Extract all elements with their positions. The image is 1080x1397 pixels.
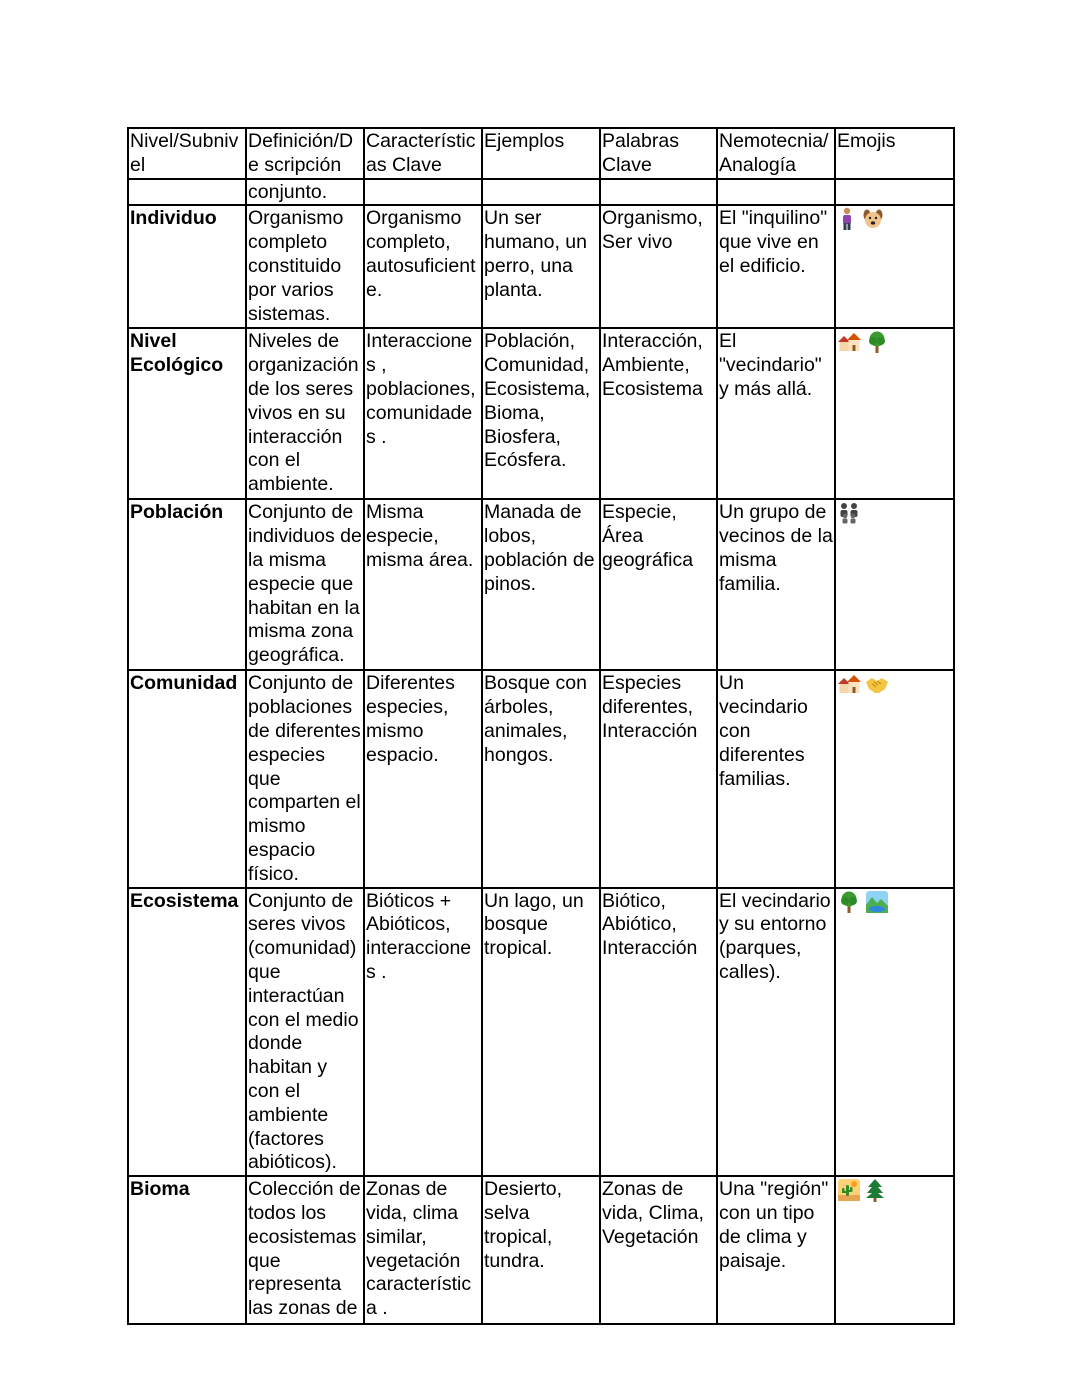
empty-cell (600, 179, 717, 206)
emojis-cell (835, 670, 954, 887)
emojis-cell (835, 499, 954, 670)
mnemonic-cell: Una "región" con un tipo de clima y paisaje. (717, 1176, 835, 1324)
table-header-row (128, 128, 954, 179)
table-row (128, 205, 954, 328)
header-cell: Nemotecnia/ Analogía (717, 128, 835, 179)
definition-cell: Conjunto de seres vivos (comunidad) que interactúan con el medio donde habitan y con el ambiente (factores abióticos). (246, 888, 364, 1177)
continuation-cell: conjunto. (246, 179, 364, 206)
keywords-cell: Biótico, Abiótico, Interacción (600, 888, 717, 1177)
level-cell: Bioma (128, 1176, 246, 1324)
family-icon (837, 501, 861, 532)
level-cell: Nivel Ecológico (128, 328, 246, 499)
table-row (128, 499, 954, 670)
continuation-row (128, 179, 954, 206)
lake-icon (865, 890, 889, 921)
emojis-cell (835, 328, 954, 499)
desert-icon (837, 1178, 861, 1209)
keywords-cell: Organismo, Ser vivo (600, 205, 717, 328)
emojis-cell (835, 888, 954, 1177)
header-cell: Característic as Clave (364, 128, 482, 179)
tree-icon (837, 890, 861, 921)
mnemonic-cell: El vecindario y su entorno (parques, calles). (717, 888, 835, 1177)
empty-cell (835, 179, 954, 206)
header-cell: Definición/De scripción (246, 128, 364, 179)
keywords-cell: Especies diferentes, Interacción (600, 670, 717, 887)
mnemonic-cell: El "vecindario" y más allá. (717, 328, 835, 499)
level-cell: Ecosistema (128, 888, 246, 1177)
examples-cell: Manada de lobos, población de pinos. (482, 499, 600, 670)
examples-cell: Población, Comunidad, Ecosistema, Bioma, Biosfera, Ecósfera. (482, 328, 600, 499)
header-cell: Nivel/Subniv el (128, 128, 246, 179)
examples-cell: Desierto, selva tropical, tundra. (482, 1176, 600, 1324)
level-cell: Población (128, 499, 246, 670)
houses-icon (837, 672, 861, 703)
keywords-cell: Zonas de vida, Clima, Vegetación (600, 1176, 717, 1324)
definition-cell: Colección de todos los ecosistemas que representa las zonas de (246, 1176, 364, 1324)
characteristics-cell: Zonas de vida, clima similar, vegetación característica . (364, 1176, 482, 1324)
header-cell: Emojis (835, 128, 954, 179)
definition-cell: Niveles de organización de los seres vivos en su interacción con el ambiente. (246, 328, 364, 499)
emojis-cell (835, 205, 954, 328)
dog-icon (861, 207, 885, 238)
empty-cell (364, 179, 482, 206)
table-row (128, 328, 954, 499)
emojis-cell (835, 1176, 954, 1324)
pine-tree-icon (865, 1178, 885, 1209)
table-row (128, 1176, 954, 1324)
level-cell: Comunidad (128, 670, 246, 887)
examples-cell: Bosque con árboles, animales, hongos. (482, 670, 600, 887)
person-icon (837, 207, 857, 238)
definition-cell: Conjunto de poblaciones de diferentes especies que comparten el mismo espacio físico. (246, 670, 364, 887)
characteristics-cell: Bióticos + Abióticos, interacciones . (364, 888, 482, 1177)
empty-cell (482, 179, 600, 206)
level-cell: Individuo (128, 205, 246, 328)
characteristics-cell: Misma especie, misma área. (364, 499, 482, 670)
mnemonic-cell: El "inquilino" que vive en el edificio. (717, 205, 835, 328)
houses-icon (837, 330, 861, 361)
table-row (128, 670, 954, 887)
characteristics-cell: Interacciones , poblaciones, comunidades . (364, 328, 482, 499)
levels-table (127, 127, 955, 1325)
keywords-cell: Interacción, Ambiente, Ecosistema (600, 328, 717, 499)
empty-cell (128, 179, 246, 206)
header-cell: Palabras Clave (600, 128, 717, 179)
characteristics-cell: Organismo completo, autosuficient e. (364, 205, 482, 328)
mnemonic-cell: Un vecindario con diferentes familias. (717, 670, 835, 887)
examples-cell: Un lago, un bosque tropical. (482, 888, 600, 1177)
handshake-icon (865, 672, 889, 703)
keywords-cell: Especie, Área geográfica (600, 499, 717, 670)
definition-cell: Organismo completo constituido por varios sistemas. (246, 205, 364, 328)
definition-cell: Conjunto de individuos de la misma especie que habitan en la misma zona geográfica. (246, 499, 364, 670)
table-row (128, 888, 954, 1177)
empty-cell (717, 179, 835, 206)
characteristics-cell: Diferentes especies, mismo espacio. (364, 670, 482, 887)
header-cell: Ejemplos (482, 128, 600, 179)
examples-cell: Un ser humano, un perro, una planta. (482, 205, 600, 328)
mnemonic-cell: Un grupo de vecinos de la misma familia. (717, 499, 835, 670)
tree-icon (865, 330, 889, 361)
